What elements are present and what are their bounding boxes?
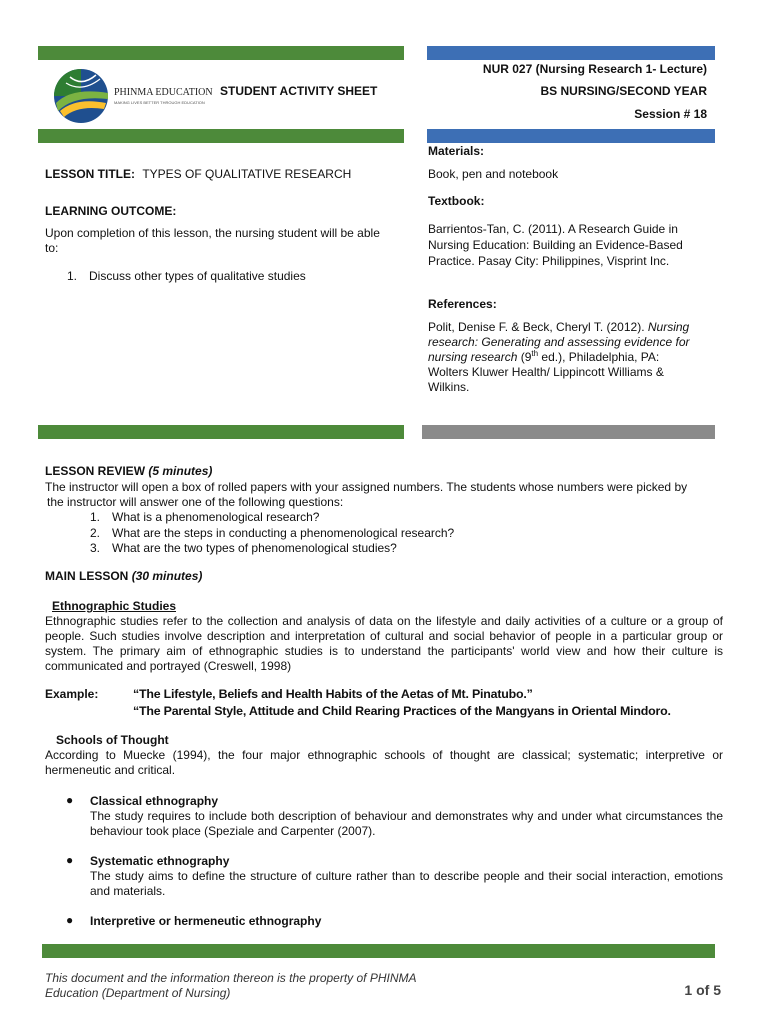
review-question-text: What are the steps in conducting a phenomenological research?: [112, 526, 455, 540]
ethnographic-paragraph: Ethnographic studies refer to the collection and analysis of data on the lifestyle and daily activities of a culture or a group of people. Such studies involve description and interpretation of cultural and social behavior of people in a particular group or system. The primary aim of ethnographic studies is to understand the participants' world view and how their culture is communicated and portrayed (Creswell, 1998): [45, 614, 723, 673]
bullet-title: Classical ethnography: [90, 794, 219, 808]
review-question: [90, 510, 319, 525]
header-top-right-bar: [422, 46, 715, 60]
header-bottom-left-bar: [38, 129, 404, 143]
reference-line-3: [428, 350, 659, 365]
header-top-left-bar: [38, 46, 404, 60]
main-lesson-label: MAIN LESSON: [45, 569, 129, 583]
review-text-1: The instructor will open a box of rolled papers with your assigned numbers. The students whose numbers were picked by: [45, 480, 688, 494]
section-divider-right: [422, 425, 715, 439]
bullet-text: The study requires to include both description of behaviour and demonstrates why and under what circumstances the behaviour took place (Speziale and Carpenter (2007).: [90, 809, 723, 838]
ethnographic-heading: Ethnographic Studies: [52, 599, 177, 613]
review-question-number: 3.: [90, 541, 101, 555]
textbook-label: Textbook:: [428, 194, 485, 208]
references-label: References:: [428, 297, 497, 311]
lesson-title: [45, 167, 351, 182]
textbook-line: Practice. Pasay City: Philippines, Visprint Inc.: [428, 254, 670, 268]
review-text-2: the instructor will answer one of the following questions:: [47, 495, 344, 509]
sheet-title: STUDENT ACTIVITY SHEET: [220, 84, 378, 98]
outcome-item-text: Discuss other types of qualitative studies: [89, 269, 306, 283]
review-question-text: What is a phenomenological research?: [112, 510, 320, 524]
reference-line-2: research: Generating and assessing evidence for: [428, 335, 690, 349]
course-title: NUR 027 (Nursing Research 1- Lecture): [482, 62, 707, 76]
reference-line-4: Wolters Kluwer Health/ Lippincott Williams &: [428, 365, 664, 379]
bullet-dot: ●: [66, 853, 74, 867]
page-number: 1 of 5: [684, 982, 721, 998]
review-question: [90, 526, 454, 541]
review-question-text: What are the two types of phenomenological studies?: [112, 541, 397, 555]
logo-brand: PHINMA EDUCATION: [114, 87, 213, 98]
program-year: BS NURSING/SECOND YEAR: [540, 84, 707, 98]
outcome-item-number: 1.: [67, 269, 78, 283]
example-2: “The Parental Style, Attitude and Child Rearing Practices of the Mangyans in Oriental Mindoro.: [133, 704, 671, 718]
schools-paragraph: According to Muecke (1994), the four major ethnographic schools of thought are classical; systematic; interpretive or hermeneutic and critical.: [45, 748, 723, 777]
reference-authors: Polit, Denise F. & Beck, Cheryl T. (2012).: [428, 320, 648, 334]
bullet-text: The study aims to define the structure of culture rather than to describe people and their social interaction, emotions and materials.: [90, 869, 723, 898]
logo-tagline: MAKING LIVES BETTER THROUGH EDUCATION: [114, 100, 205, 105]
lesson-title-text: TYPES OF QUALITATIVE RESEARCH: [142, 167, 352, 181]
schools-heading: Schools of Thought: [56, 733, 169, 747]
outcome-intro-2: to:: [45, 241, 59, 255]
learning-outcome-label: LEARNING OUTCOME:: [45, 204, 177, 218]
outcome-item: [67, 269, 306, 284]
footer-line-1: This document and the information thereon is the property of PHINMA: [45, 971, 417, 985]
phinma-logo-icon: [52, 67, 110, 125]
footer-line-2: Education (Department of Nursing): [45, 986, 231, 1000]
reference-publisher: ed.), Philadelphia, PA:: [538, 350, 660, 364]
materials-text: Book, pen and notebook: [428, 167, 559, 181]
section-divider-left: [38, 425, 404, 439]
example-1: “The Lifestyle, Beliefs and Health Habits of the Aetas of Mt. Pinatubo.”: [133, 687, 533, 701]
review-question-number: 1.: [90, 510, 101, 524]
textbook-line: Barrientos-Tan, C. (2011). A Research Guide in: [428, 222, 678, 236]
reference-line-5: Wilkins.: [428, 380, 470, 394]
bullet-dot: ●: [66, 793, 74, 807]
bullet-title: Systematic ethnography: [90, 854, 230, 868]
reference-line-1: [428, 320, 689, 335]
footer-bar: [42, 944, 715, 958]
review-question: [90, 541, 397, 556]
bullet-dot: ●: [66, 913, 74, 927]
reference-edition-sup: th: [531, 349, 539, 358]
phinma-logo: [52, 67, 212, 127]
lesson-title-label: LESSON TITLE:: [45, 167, 135, 181]
header-bottom-right-bar: [422, 129, 715, 143]
textbook-line: Nursing Education: Building an Evidence-Based: [428, 238, 683, 252]
lesson-review-heading: [45, 464, 212, 479]
main-lesson-duration: (30 minutes): [131, 569, 203, 583]
reference-title-end: nursing research: [428, 350, 518, 364]
lesson-review-label: LESSON REVIEW: [45, 464, 146, 478]
bar-notch: [422, 129, 427, 143]
bar-notch: [422, 46, 427, 60]
reference-edition: (9: [517, 350, 532, 364]
outcome-intro-1: Upon completion of this lesson, the nursing student will be able: [45, 226, 380, 240]
lesson-review-duration: (5 minutes): [148, 464, 213, 478]
bullet-title: Interpretive or hermeneutic ethnography: [90, 914, 322, 928]
main-lesson-heading: [45, 569, 202, 584]
review-question-number: 2.: [90, 526, 101, 540]
session-number: Session # 18: [634, 107, 707, 121]
example-label: Example:: [45, 687, 99, 701]
materials-label: Materials:: [428, 144, 485, 158]
reference-title-start: Nursing: [647, 320, 690, 334]
